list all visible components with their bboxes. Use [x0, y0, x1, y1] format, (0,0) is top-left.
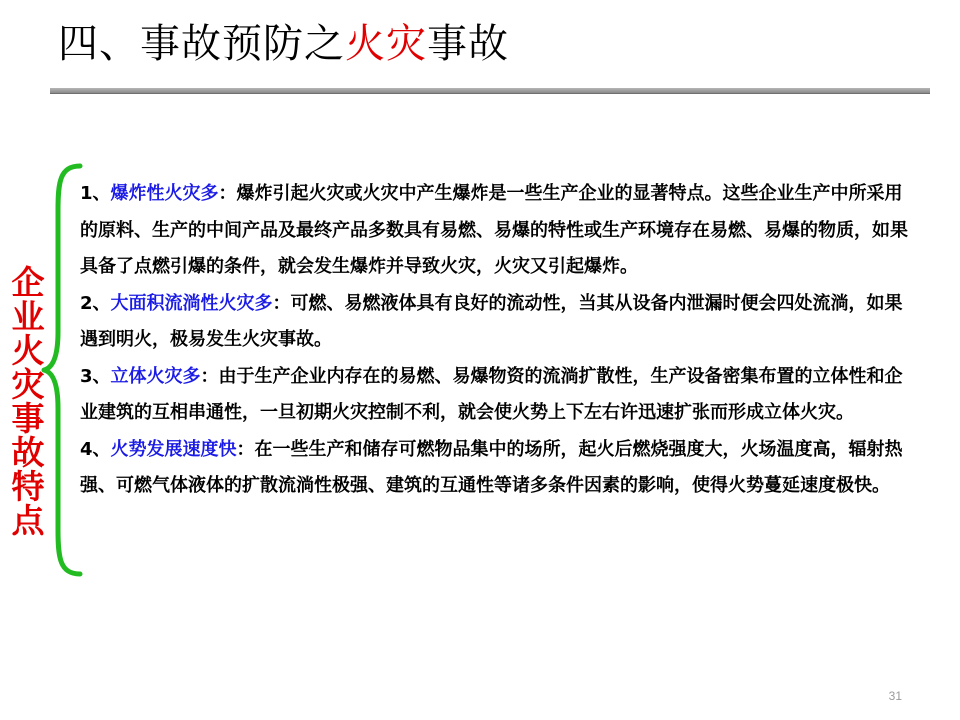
list-item: [80, 359, 910, 432]
content-body: [80, 176, 910, 505]
item-body: 可燃、易燃液体具有良好的流动性，当其从设备内泄漏时便会四处流淌，如果遇到明火，极易发生火灾事故。: [80, 292, 903, 350]
item-separator: ：: [236, 438, 255, 460]
list-item: [80, 286, 910, 359]
item-number: 4、: [80, 438, 111, 460]
list-item: [80, 176, 910, 286]
item-lead: 大面积流淌性火灾多: [110, 292, 273, 314]
item-body: 由于生产企业内存在的易燃、易爆物资的流淌扩散性，生产设备密集布置的立体性和企业建筑的互相串通性，一旦初期火灾控制不利，就会使火势上下左右许迅速扩张而形成立体火灾。: [80, 365, 903, 423]
item-separator: ：: [272, 292, 291, 314]
item-separator: ：: [218, 183, 237, 204]
title-suffix: 事故: [427, 21, 509, 67]
item-body: 在一些生产和储存可燃物品集中的场所，起火后燃烧强度大，火场温度高，辐射热强、可燃气体液体的扩散流淌性极强、建筑的互通性等诸多条件因素的影响，使得火势蔓延速度极快。: [80, 438, 903, 496]
page-number: 31: [888, 689, 902, 703]
side-label: 企业火灾事故特点: [11, 263, 45, 540]
item-lead: 爆炸性火灾多: [110, 183, 219, 204]
item-lead: 火势发展速度快: [110, 438, 237, 460]
title-highlight: 火灾: [345, 21, 427, 67]
title-divider: [50, 88, 930, 94]
title-prefix: 四、事故预防之: [58, 21, 345, 67]
item-lead: 立体火灾多: [110, 365, 201, 387]
item-number: 2、: [80, 292, 111, 314]
item-separator: ：: [200, 365, 219, 387]
item-number: 3、: [80, 365, 111, 387]
list-item: [80, 432, 910, 505]
slide-title: [58, 14, 509, 74]
item-number: 1、: [80, 183, 111, 204]
item-body: 爆炸引起火灾或火灾中产生爆炸是一些生产企业的显著特点。这些企业生产中所采用的原料、生产的中间产品及最终产品多数具有易燃、易爆的特性或生产环境存在易燃、易爆的物质，如果具备了点燃引爆的条件，就会发生爆炸并导致火灾，火灾又引起爆炸。: [80, 183, 908, 277]
